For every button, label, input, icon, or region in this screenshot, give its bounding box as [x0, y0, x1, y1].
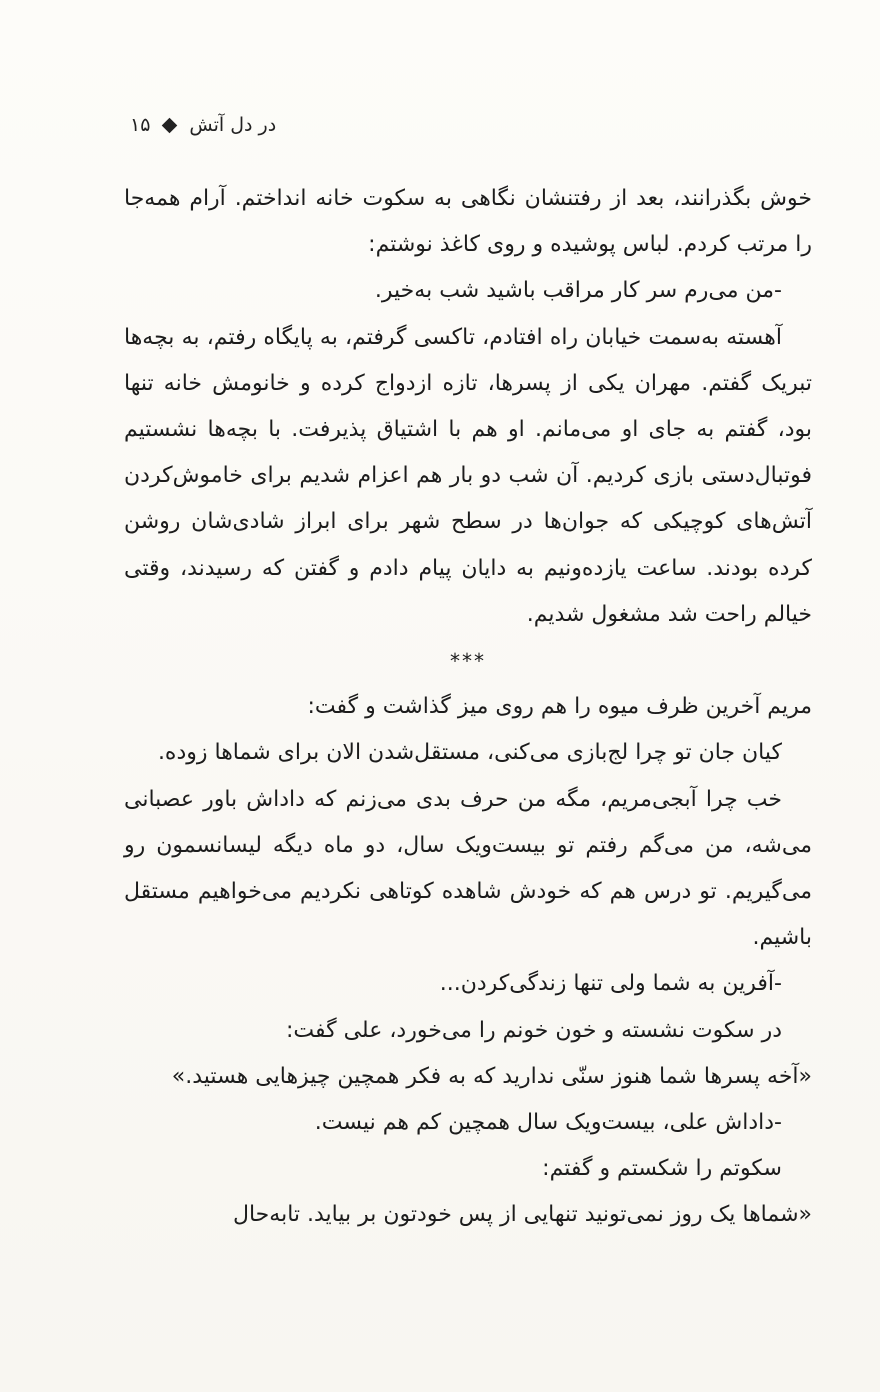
paragraph: خب چرا آبجی‌مریم، مگه من حرف بدی می‌زنم که داداش باور عصبانی می‌شه، من می‌گم رفتم تو بیست‌ویک سال، دو ماه دیگه لیسانسمون رو می‌گیریم. تو درس هم که خودش شاهده کوتاهی نکردیم می‌خواهیم مستقل باشیم. [124, 786, 812, 951]
paragraph: مریم آخرین ظرف میوه را هم روی میز گذاشت و گفت: [307, 694, 812, 720]
paragraph: -من می‌رم سر کار مراقب باشید شب به‌خیر. [374, 278, 782, 304]
page-header [130, 114, 276, 136]
paragraph: کیان جان تو چرا لج‌بازی می‌کنی، مستقل‌شدن الان برای شماها زوده. [157, 740, 782, 766]
paragraph: آهسته به‌سمت خیابان راه افتادم، تاکسی گرفتم، به پایگاه رفتم، به بچه‌ها تبریک گفتم. مهران یکی از پسرها، تازه ازدواج کرده و خانومش خانه تنها بود، گفتم به جای او می‌مانم. او هم با اشتیاق پذیرفت. با بچه‌ها نشستیم فوتبال‌دستی بازی کردیم. آن شب دو بار هم اعزام شدیم برای خاموش‌کردن آتش‌های کوچیکی که جوان‌ها در سطح شهر برای ابراز شادی‌شان روشن کرده بودند. ساعت یازده‌ونیم به دایان پیام دادم و گفتن که رسیدند، وقتی خیالم راحت شد مشغول شدیم. [124, 324, 812, 627]
book-title: در دل آتش [189, 114, 277, 136]
paragraph: «آخه پسرها شما هنوز سنّی ندارید که به فکر همچین چیزهایی هستید.» [171, 1063, 812, 1089]
diamond-icon [162, 117, 178, 133]
page-number: ۱۵ [130, 114, 151, 136]
paragraph: خوش بگذرانند، بعد از رفتنشان نگاهی به سکوت خانه انداختم. آرام همه‌جا را مرتب کردم. لباس پوشیده و روی کاغذ نوشتم: [124, 186, 812, 258]
section-separator: *** [450, 649, 486, 674]
paragraph: -آفرین به شما ولی تنها زندگی‌کردن... [439, 971, 782, 997]
paragraph: -داداش علی، بیست‌ویک سال همچین کم هم نیست. [314, 1110, 782, 1136]
body-text [124, 176, 812, 1239]
paragraph: در سکوت نشسته و خون خونم را می‌خورد، علی گفت: [285, 1017, 782, 1043]
paragraph: «شماها یک روز نمی‌تونید تنهایی از پس خودتون بر بیاید. تابه‌حال [232, 1202, 812, 1228]
paragraph: سکوتم را شکستم و گفتم: [542, 1156, 782, 1182]
